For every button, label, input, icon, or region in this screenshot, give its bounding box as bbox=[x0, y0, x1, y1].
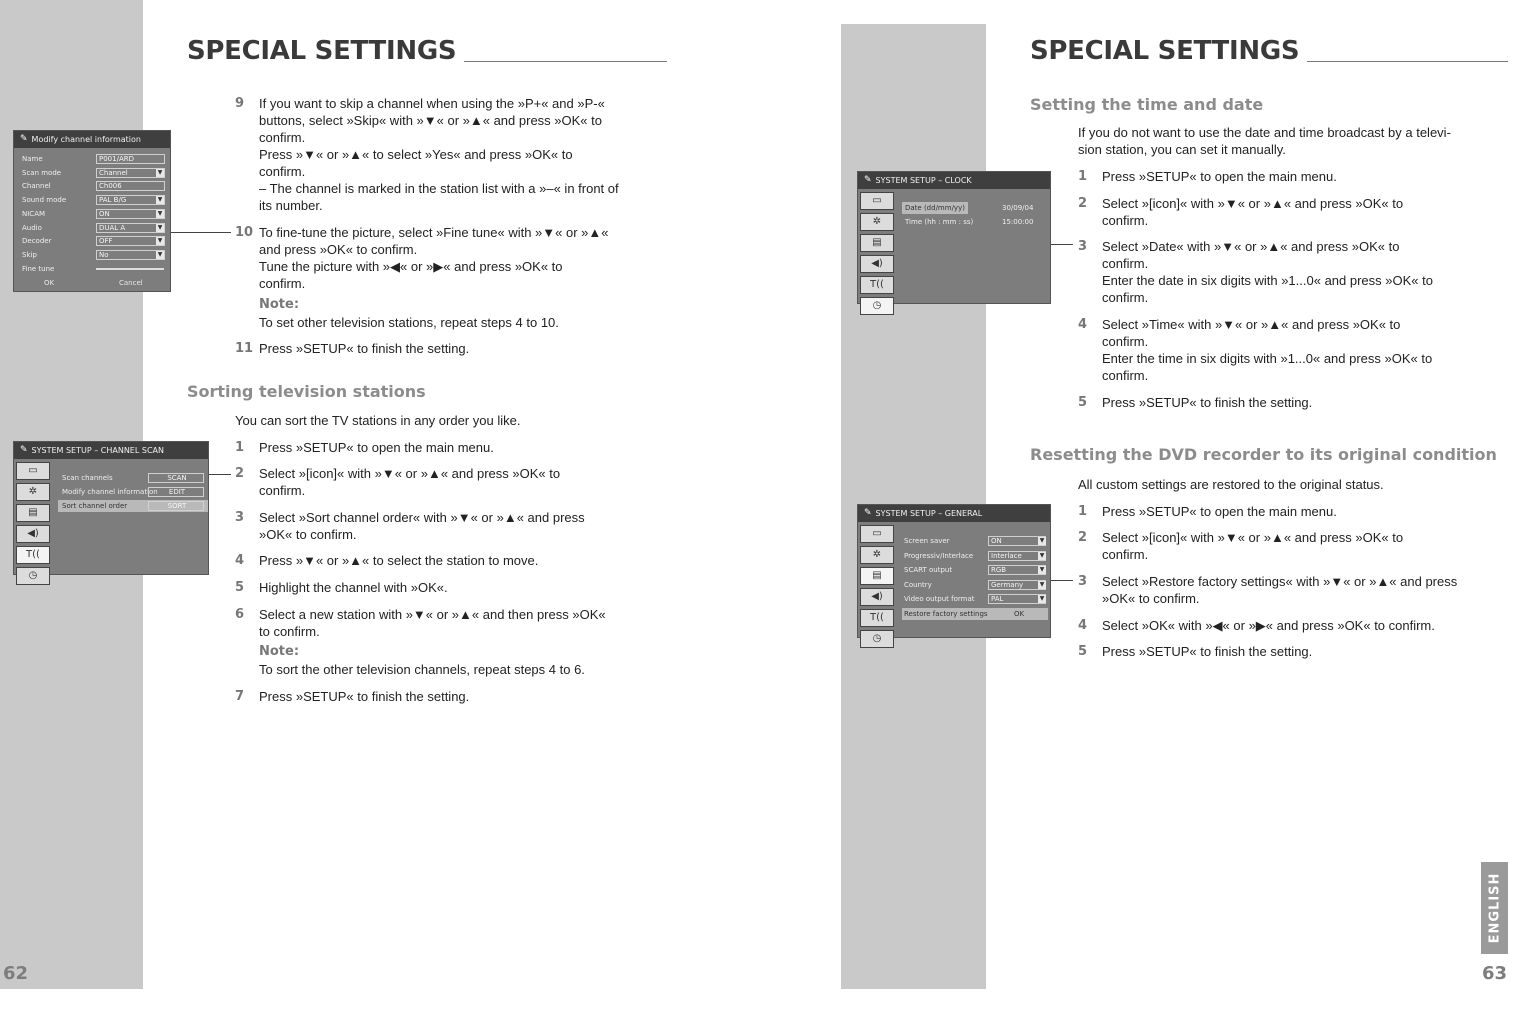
menu-row-value[interactable]: PAL bbox=[988, 594, 1046, 604]
menu-header bbox=[14, 442, 208, 459]
menu-row bbox=[902, 216, 1048, 228]
monitor-icon[interactable]: ▭ bbox=[860, 192, 894, 210]
wrench-icon: ✎ bbox=[864, 175, 872, 185]
step-text-line: Select »[icon]« with »▼« or »▲« and press »OK« to bbox=[259, 466, 561, 481]
step-text-line: Select »Time« with »▼« or »▲« and press »OK« to bbox=[1102, 317, 1401, 332]
note-text: To sort the other television channels, repeat steps 4 to 6. bbox=[259, 662, 585, 677]
menu-row bbox=[14, 194, 170, 206]
step-text-line: Select »Date« with »▼« or »▲« and press »OK« to bbox=[1102, 239, 1400, 254]
intro-text: You can sort the TV stations in any order you like. bbox=[235, 413, 521, 428]
chevron-down-icon: ▼ bbox=[1039, 595, 1045, 602]
menu-row-label: Fine tune bbox=[22, 264, 55, 273]
step-text-line: Select »[icon]« with »▼« or »▲« and press »OK« to bbox=[1102, 530, 1404, 545]
menu-row-value[interactable]: SCAN bbox=[148, 473, 204, 483]
film-icon[interactable]: ✲ bbox=[860, 546, 894, 564]
chevron-down-icon: ▼ bbox=[157, 196, 163, 204]
step-text-line: confirm. bbox=[1102, 547, 1149, 562]
step-text-line: »OK« to confirm. bbox=[259, 527, 357, 542]
menu-row-label: Audio bbox=[22, 223, 42, 232]
step-number: 5 bbox=[235, 580, 245, 595]
step-text-line: confirm. bbox=[1102, 213, 1149, 228]
leader-line bbox=[1051, 244, 1073, 245]
step-text-line: Press »SETUP« to finish the setting. bbox=[1102, 644, 1313, 659]
menu-row-value[interactable]: DUAL A bbox=[96, 223, 165, 233]
wrench-icon: ✎ bbox=[864, 508, 872, 518]
step-number: 5 bbox=[1078, 395, 1088, 410]
intro-text: If you do not want to use the date and time broadcast by a televi- bbox=[1078, 125, 1451, 140]
antenna-icon[interactable]: T(( bbox=[16, 546, 50, 564]
chevron-down-icon: ▼ bbox=[157, 237, 163, 245]
step-text-line: its number. bbox=[259, 198, 323, 213]
step-text-line: Press »SETUP« to open the main menu. bbox=[259, 440, 494, 455]
step-text-line: Select a new station with »▼« or »▲« and then press »OK« bbox=[259, 607, 606, 622]
page-title-text: SPECIAL SETTINGS bbox=[187, 36, 457, 66]
step-text-line: To fine-tune the picture, select »Fine tune« with »▼« or »▲« bbox=[259, 225, 609, 240]
step-number: 1 bbox=[1078, 504, 1088, 519]
step-text-line: Select »Sort channel order« with »▼« or »▲« and press bbox=[259, 510, 585, 525]
step-number: 6 bbox=[235, 607, 245, 622]
clock-menu bbox=[857, 171, 1051, 311]
menu-row bbox=[902, 593, 1048, 605]
step-text-line: confirm. bbox=[259, 164, 306, 179]
fine-tune-slider[interactable] bbox=[96, 268, 164, 270]
menu-row bbox=[14, 222, 170, 234]
step-text-line: Press »SETUP« to finish the setting. bbox=[259, 689, 470, 704]
leader-line bbox=[1051, 580, 1073, 581]
menu-row-label: Sort channel order bbox=[62, 502, 128, 510]
chevron-down-icon: ▼ bbox=[157, 209, 163, 217]
chevron-down-icon: ▼ bbox=[1039, 566, 1045, 573]
step-text-line: Press »▼« or »▲« to select the station to move. bbox=[259, 553, 539, 568]
speaker-icon[interactable]: ◀) bbox=[16, 525, 50, 543]
menu-row bbox=[14, 153, 170, 165]
page-number-right: 63 bbox=[1482, 963, 1508, 984]
menu-row-label: Country bbox=[904, 580, 932, 589]
menu-row bbox=[902, 608, 1048, 620]
intro-text: sion station, you can set it manually. bbox=[1078, 142, 1286, 157]
page-title-text: SPECIAL SETTINGS bbox=[1030, 36, 1300, 66]
menu-row bbox=[14, 263, 170, 275]
ok-button[interactable]: OK bbox=[44, 279, 55, 287]
step-number: 3 bbox=[1078, 239, 1088, 254]
menu-row-value[interactable]: ON bbox=[988, 536, 1046, 546]
menu-row bbox=[902, 564, 1048, 576]
step-text-line: Press »SETUP« to open the main menu. bbox=[1102, 504, 1337, 519]
menu-row-value[interactable]: OFF bbox=[96, 236, 165, 246]
monitor-icon[interactable]: ▭ bbox=[860, 525, 894, 543]
menu-row-value[interactable]: Germany bbox=[988, 580, 1046, 590]
speaker-icon[interactable]: ◀) bbox=[860, 255, 894, 273]
clock-icon[interactable]: ◷ bbox=[860, 630, 894, 648]
section-heading: Resetting the DVD recorder to its original condition bbox=[1030, 445, 1497, 464]
menu-row bbox=[14, 180, 170, 192]
step-text-line: confirm. bbox=[1102, 256, 1149, 271]
language-tab-label: ENGLISH bbox=[1487, 872, 1502, 944]
step-text-line: to confirm. bbox=[259, 624, 320, 639]
menu-row-value[interactable]: PAL B/G bbox=[96, 195, 165, 205]
speaker-icon[interactable]: ◀) bbox=[860, 588, 894, 606]
step-text-line: Press »SETUP« to finish the setting. bbox=[259, 341, 470, 356]
chevron-down-icon: ▼ bbox=[157, 223, 163, 231]
leader-line bbox=[171, 232, 231, 233]
step-number: 9 bbox=[235, 96, 245, 111]
step-number: 1 bbox=[1078, 169, 1088, 184]
clock-icon[interactable]: ◷ bbox=[16, 567, 50, 585]
menu-row-value[interactable]: P001/ARD bbox=[96, 154, 165, 164]
menu-row bbox=[902, 535, 1048, 547]
menu-row-label: Decoder bbox=[22, 237, 52, 246]
step-number: 10 bbox=[235, 225, 254, 240]
menu-row bbox=[14, 235, 170, 247]
step-text-line: Select »OK« with »◀« or »▶« and press »OK« to confirm. bbox=[1102, 618, 1435, 633]
menu-row-label: Scan mode bbox=[22, 168, 62, 177]
menu-title: SYSTEM SETUP – GENERAL bbox=[875, 509, 983, 518]
disc-icon[interactable]: ▤ bbox=[860, 567, 894, 585]
menu-row bbox=[902, 202, 1048, 214]
menu-buttons-row bbox=[14, 277, 170, 289]
step-text-line: confirm. bbox=[1102, 290, 1149, 305]
menu-row-label: Skip bbox=[22, 250, 37, 259]
menu-title: SYSTEM SETUP – CHANNEL SCAN bbox=[31, 446, 164, 455]
menu-row-value[interactable]: EDIT bbox=[148, 487, 204, 497]
film-icon[interactable]: ✲ bbox=[860, 213, 894, 231]
title-rule bbox=[464, 61, 667, 62]
disc-icon[interactable]: ▤ bbox=[860, 234, 894, 252]
menu-row-label: Progressiv/Interlace bbox=[904, 551, 974, 560]
menu-row-label: Scan channels bbox=[62, 474, 113, 482]
antenna-icon[interactable]: T(( bbox=[860, 276, 894, 294]
menu-row-value[interactable]: 30/09/04 bbox=[1002, 204, 1034, 212]
intro-text: All custom settings are restored to the original status. bbox=[1078, 477, 1384, 492]
menu-row-value[interactable]: No bbox=[96, 250, 165, 260]
page-number-left: 62 bbox=[3, 963, 29, 984]
menu-row-label: Date (dd/mm/yy) bbox=[902, 202, 968, 214]
menu-row-label: Video output format bbox=[904, 595, 975, 603]
step-text-line: buttons, select »Skip« with »▼« or »▲« and press »OK« to bbox=[259, 113, 602, 128]
menu-title: Modify channel information bbox=[31, 135, 141, 144]
menu-row-value[interactable]: Ch006 bbox=[96, 181, 165, 191]
step-number: 2 bbox=[1078, 196, 1088, 211]
menu-row bbox=[902, 579, 1048, 591]
step-number: 5 bbox=[1078, 644, 1088, 659]
menu-row-label: Sound mode bbox=[22, 196, 67, 205]
step-text-line: and press »OK« to confirm. bbox=[259, 242, 418, 257]
step-number: 3 bbox=[235, 510, 245, 525]
menu-row-value[interactable]: RGB bbox=[988, 565, 1046, 575]
section-heading: Sorting television stations bbox=[187, 382, 426, 401]
menu-row-value[interactable]: SORT bbox=[148, 501, 204, 511]
leader-line bbox=[209, 474, 231, 475]
antenna-icon[interactable]: T(( bbox=[860, 609, 894, 627]
menu-row bbox=[58, 486, 208, 498]
step-text-line: Press »SETUP« to open the main menu. bbox=[1102, 169, 1337, 184]
menu-row-value[interactable]: 15:00:00 bbox=[1002, 218, 1034, 226]
menu-row-label: Screen saver bbox=[904, 537, 950, 545]
chevron-down-icon: ▼ bbox=[157, 250, 163, 258]
menu-row-value[interactable]: ON bbox=[96, 209, 165, 219]
monitor-icon[interactable]: ▭ bbox=[16, 462, 50, 480]
step-number: 2 bbox=[235, 466, 245, 481]
menu-header bbox=[14, 131, 170, 148]
menu-row-label: Name bbox=[22, 155, 43, 163]
step-text-line: If you want to skip a channel when using the »P+« and »P-« bbox=[259, 96, 605, 111]
menu-row bbox=[58, 472, 208, 484]
step-number: 4 bbox=[1078, 618, 1088, 633]
step-text-line: Enter the time in six digits with »1...0« and press »OK« to bbox=[1102, 351, 1433, 366]
menu-icon-column bbox=[860, 525, 896, 651]
menu-row-label: Modify channel information bbox=[62, 488, 158, 496]
disc-icon[interactable]: ▤ bbox=[16, 504, 50, 522]
step-text-line: confirm. bbox=[259, 130, 306, 145]
language-tab bbox=[1481, 862, 1508, 954]
cancel-button[interactable]: Cancel bbox=[119, 279, 143, 287]
step-text-line: – The channel is marked in the station list with a »–« in front of bbox=[259, 181, 619, 196]
menu-icon-column bbox=[16, 462, 52, 588]
menu-row-label: Channel bbox=[22, 182, 51, 191]
page-title-right bbox=[1030, 38, 1508, 64]
clock-icon[interactable]: ◷ bbox=[860, 297, 894, 315]
step-text-line: »OK« to confirm. bbox=[1102, 591, 1200, 606]
step-text-line: Enter the date in six digits with »1...0« and press »OK« to bbox=[1102, 273, 1433, 288]
step-text-line: Select »[icon]« with »▼« or »▲« and press »OK« to bbox=[1102, 196, 1404, 211]
menu-row-label: SCART output bbox=[904, 566, 953, 574]
step-text-line: confirm. bbox=[1102, 368, 1149, 383]
step-number: 11 bbox=[235, 341, 254, 356]
channel-scan-menu bbox=[13, 441, 209, 581]
chevron-down-icon: ▼ bbox=[157, 168, 163, 176]
menu-row-label: Time (hh : mm : ss) bbox=[905, 218, 974, 226]
step-number: 4 bbox=[1078, 317, 1088, 332]
menu-header bbox=[858, 172, 1050, 189]
note-label: Note: bbox=[259, 644, 300, 659]
chevron-down-icon: ▼ bbox=[1039, 537, 1045, 544]
note-label: Note: bbox=[259, 297, 300, 312]
section-heading: Setting the time and date bbox=[1030, 95, 1264, 114]
menu-row bbox=[902, 550, 1048, 562]
chevron-down-icon: ▼ bbox=[1039, 580, 1045, 588]
menu-row-label: Restore factory settings bbox=[904, 609, 988, 618]
step-text-line: confirm. bbox=[259, 483, 306, 498]
menu-row-value[interactable]: Interlace bbox=[988, 551, 1046, 561]
step-text-line: confirm. bbox=[259, 276, 306, 291]
step-number: 2 bbox=[1078, 530, 1088, 545]
note-text: To set other television stations, repeat steps 4 to 10. bbox=[259, 315, 559, 330]
modify-channel-menu bbox=[13, 130, 171, 292]
page-title-left bbox=[187, 38, 667, 64]
menu-row-value[interactable]: Channel bbox=[96, 168, 165, 178]
step-number: 4 bbox=[235, 553, 245, 568]
menu-header bbox=[858, 505, 1050, 522]
step-number: 1 bbox=[235, 440, 245, 455]
title-rule bbox=[1307, 61, 1508, 62]
step-text-line: Highlight the channel with »OK«. bbox=[259, 580, 448, 595]
menu-icon-column bbox=[860, 192, 896, 318]
chevron-down-icon: ▼ bbox=[1039, 551, 1045, 559]
step-number: 7 bbox=[235, 689, 245, 704]
wrench-icon: ✎ bbox=[20, 134, 28, 144]
menu-row-value[interactable]: OK bbox=[1014, 609, 1025, 618]
wrench-icon: ✎ bbox=[20, 445, 28, 455]
step-text-line: Tune the picture with »◀« or »▶« and press »OK« to bbox=[259, 259, 563, 274]
step-text-line: Select »Restore factory settings« with »▼« or »▲« and press bbox=[1102, 574, 1458, 589]
menu-row bbox=[14, 249, 170, 261]
step-number: 3 bbox=[1078, 574, 1088, 589]
menu-row bbox=[58, 500, 208, 512]
menu-title: SYSTEM SETUP – CLOCK bbox=[875, 176, 972, 185]
menu-row-label: NICAM bbox=[22, 209, 46, 218]
step-text-line: Press »▼« or »▲« to select »Yes« and press »OK« to bbox=[259, 147, 573, 162]
menu-row bbox=[14, 167, 170, 179]
step-text-line: Press »SETUP« to finish the setting. bbox=[1102, 395, 1313, 410]
general-menu bbox=[857, 504, 1051, 644]
step-text-line: confirm. bbox=[1102, 334, 1149, 349]
menu-row bbox=[14, 208, 170, 220]
film-icon[interactable]: ✲ bbox=[16, 483, 50, 501]
